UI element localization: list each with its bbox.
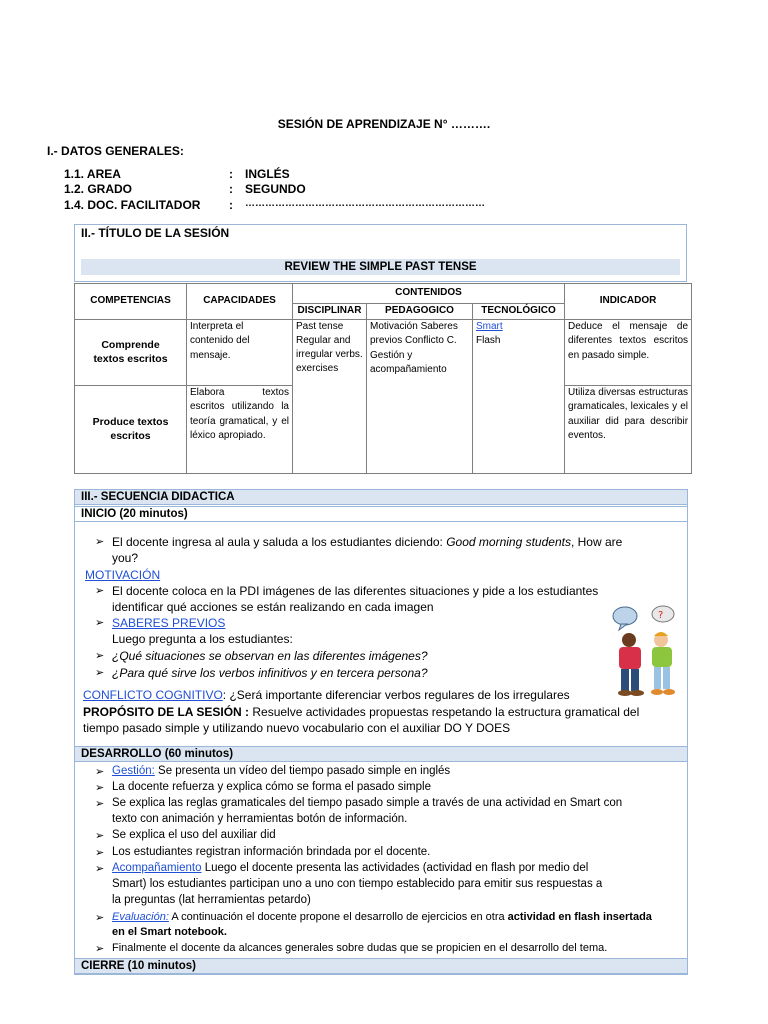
gestion-link[interactable]: Gestión: xyxy=(112,765,155,777)
grado-label: 1.2. GRADO xyxy=(64,182,133,196)
text: Resuelve actividades propuestas respetando la estructura gramatical del xyxy=(249,705,640,719)
section2-heading: II.- TÍTULO DE LA SESIÓN xyxy=(81,226,230,240)
header-disciplinar: DISCIPLINAR xyxy=(293,304,367,320)
arrow-bullet-icon: ➢ xyxy=(95,847,105,859)
desarrollo-item-4: Se explica el uso del auxiliar did xyxy=(112,829,276,841)
header-pedagogico: PEDAGOGICO xyxy=(367,304,473,320)
arrow-bullet-icon: ➢ xyxy=(95,585,105,597)
competencias-table xyxy=(74,283,692,474)
cierre-heading: CIERRE (10 minutos) xyxy=(75,958,687,974)
arrow-bullet-icon: ➢ xyxy=(95,536,105,548)
arrow-bullet-icon: ➢ xyxy=(95,830,105,842)
proposito-label: PROPÓSITO DE LA SESIÓN : xyxy=(83,705,250,719)
desarrollo-item-2: La docente refuerza y explica cómo se forma el pasado simple xyxy=(112,781,431,793)
general-row-area xyxy=(0,167,768,181)
section1-heading: I.- DATOS GENERALES: xyxy=(47,144,184,158)
tecnologico-cell xyxy=(473,319,565,473)
header-tecnologico: TECNOLÓGICO xyxy=(473,304,565,320)
text: Luego el docente presenta las actividades (actividad en flash por medio del xyxy=(201,862,589,874)
acompanamiento-cont-2: la preguntas (lat herramientas petardo) xyxy=(112,894,311,906)
question-2: ¿Para qué sirve los verbos infinitivos y en tercera persona? xyxy=(112,666,428,680)
arrow-bullet-icon: ➢ xyxy=(95,943,105,955)
area-value: INGLÉS xyxy=(245,167,290,181)
arrow-bullet-icon: ➢ xyxy=(95,617,105,629)
grado-value: SEGUNDO xyxy=(245,182,306,196)
disciplinar-cell: Past tense Regular and irregular verbs. exercises xyxy=(293,319,367,473)
header-contenidos: CONTENIDOS xyxy=(293,284,565,304)
smart-link[interactable]: Smart xyxy=(476,320,503,332)
header-indicador: INDICADOR xyxy=(565,284,692,320)
capacidad-cell: Interpreta el contenido del mensaje. xyxy=(187,319,293,385)
text: : ¿Será importante diferenciar verbos regulares de los irregulares xyxy=(222,688,570,702)
competencia-cell: Comprende textos escritos xyxy=(75,319,187,385)
proposito-cont: tiempo pasado simple y utilizando nuevo vocabulario con el auxiliar DO Y DOES xyxy=(83,721,511,735)
general-row-grado xyxy=(0,182,768,196)
inicio-item-1-cont: you? xyxy=(112,551,139,565)
area-colon: : xyxy=(229,167,233,181)
desarrollo-item-3-cont: texto con animación y herramientas botón de información. xyxy=(112,813,408,825)
acompanamiento-link[interactable]: Acompañamiento xyxy=(112,862,202,874)
pedagogico-cell: Motivación Saberes previos Conflicto C. Gestión y acompañamiento xyxy=(367,319,473,473)
desarrollo-heading: DESARROLLO (60 minutos) xyxy=(75,746,687,762)
flash-text: Flash xyxy=(476,335,501,346)
inicio-item-2-cont: identificar qué acciones se están realizando en cada imagen xyxy=(112,600,434,614)
text: , How are xyxy=(570,535,623,549)
arrow-bullet-icon: ➢ xyxy=(95,798,105,810)
desarrollo-item-final: Finalmente el docente da alcances generales sobre dudas que se propicien en el desarrollo del tema. xyxy=(112,942,608,954)
docente-value: ……………………………………………………………… xyxy=(245,198,485,209)
desarrollo-item-acompanamiento xyxy=(112,862,588,874)
desarrollo-item-gestion xyxy=(112,765,450,777)
page-title: SESIÓN DE APRENDIZAJE N° ………. xyxy=(277,117,491,131)
motivacion-link[interactable]: MOTIVACIÓN xyxy=(85,568,161,582)
indicador-cell: Utiliza diversas estructuras gramaticales, lexicales y el auxiliar did para describir eventos. xyxy=(565,385,692,473)
text: Se presenta un vídeo del tiempo pasado simple en inglés xyxy=(154,765,451,777)
arrow-bullet-icon: ➢ xyxy=(95,863,105,875)
svg-text:?: ? xyxy=(658,610,664,621)
evaluacion-cont: en el Smart notebook. xyxy=(112,926,227,938)
saberes-previos-link[interactable]: SABERES PREVIOS xyxy=(112,616,226,630)
header-capacidades: CAPACIDADES xyxy=(187,284,293,320)
acompanamiento-cont-1: Smart) los estudiantes participan uno a uno con tiempo establecido para emitir sus respuestas a xyxy=(112,878,603,890)
text: A continuación el docente propone el desarrollo de ejercicios en otra xyxy=(168,911,508,923)
question-1: ¿Qué situaciones se observan en las diferentes imágenes? xyxy=(112,649,428,663)
conflicto-cognitivo xyxy=(83,688,570,702)
section2-box xyxy=(74,224,687,282)
section3-box xyxy=(74,489,688,975)
inicio-item-1 xyxy=(112,535,622,549)
desarrollo-item-3: Se explica las reglas gramaticales del tiempo pasado simple a través de una actividad en Smart con xyxy=(112,797,623,809)
text-italic: Good morning students xyxy=(446,535,571,549)
section3-heading: III.- SECUENCIA DIDACTICA xyxy=(75,489,687,505)
area-label: 1.1. AREA xyxy=(64,167,121,181)
arrow-bullet-icon: ➢ xyxy=(95,650,105,662)
session-title: REVIEW THE SIMPLE PAST TENSE xyxy=(81,259,680,275)
header-competencias: COMPETENCIAS xyxy=(75,284,187,320)
arrow-bullet-icon: ➢ xyxy=(95,667,105,679)
general-row-docente xyxy=(0,198,768,212)
conflicto-link[interactable]: CONFLICTO COGNITIVO xyxy=(83,688,223,702)
arrow-bullet-icon: ➢ xyxy=(95,766,105,778)
competencia-cell: Produce textos escritos xyxy=(75,385,187,473)
text: El docente ingresa al aula y saluda a los estudiantes diciendo: xyxy=(112,535,447,549)
desarrollo-item-evaluacion xyxy=(112,911,652,923)
inicio-item-2: El docente coloca en la PDI imágenes de las diferentes situaciones y pide a los estudiantes xyxy=(112,584,599,598)
luego-pregunta: Luego pregunta a los estudiantes: xyxy=(112,632,293,646)
students-talking-illustration xyxy=(607,604,685,702)
arrow-bullet-icon: ➢ xyxy=(95,782,105,794)
capacidad-cell: Elabora textos escritos utilizando la teoría gramatical, y el léxico apropiado. xyxy=(187,385,293,473)
docente-colon: : xyxy=(229,198,233,212)
proposito xyxy=(83,705,639,719)
text-bold: actividad en flash insertada xyxy=(507,911,652,923)
grado-colon: : xyxy=(229,182,233,196)
desarrollo-item-5: Los estudiantes registran información brindada por el docente. xyxy=(112,846,431,858)
indicador-cell: Deduce el mensaje de diferentes textos escritos en pasado simple. xyxy=(565,319,692,385)
docente-label: 1.4. DOC. FACILITADOR xyxy=(64,198,201,212)
arrow-bullet-icon: ➢ xyxy=(95,912,105,924)
evaluacion-link[interactable]: Evaluación: xyxy=(112,911,169,923)
inicio-heading: INICIO (20 minutos) xyxy=(75,506,687,522)
